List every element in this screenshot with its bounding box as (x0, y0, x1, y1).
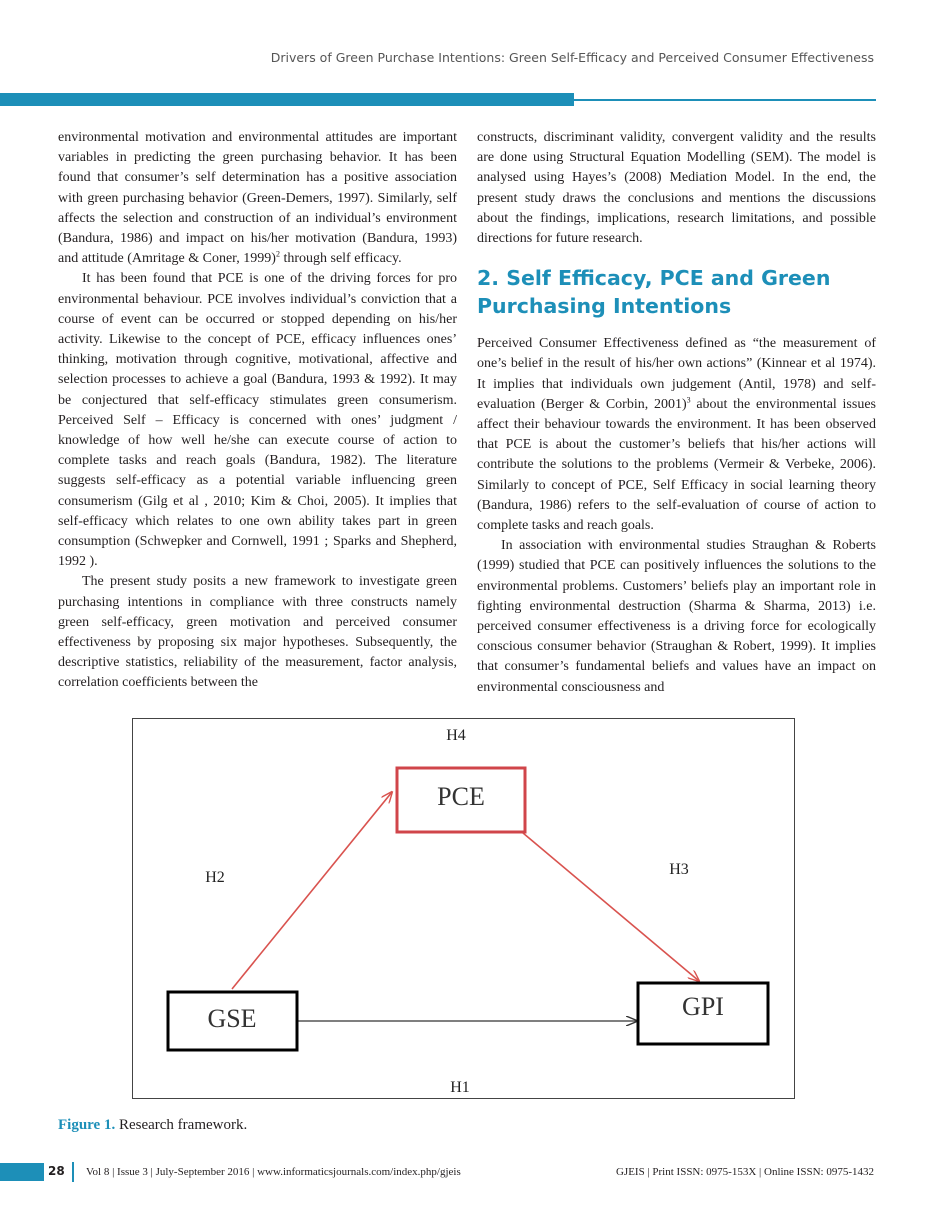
right-column (477, 128, 876, 698)
footer-issn: GJEIS | Print ISSN: 0975-153X | Online ISSN: 0975-1432 (615, 1166, 874, 1178)
hypothesis-h2-label: H2 (205, 869, 225, 886)
pce-label: PCE (437, 782, 485, 811)
research-framework-figure (132, 718, 795, 1099)
left-paragraph-1-text: environmental motivation and environmental attitudes are important variables in predicting the green purchasing behavior. It has been found that consumer’s self determination has a positive association with green purchasing behavior (Green-Demers, 1997). Similarly, self affects the selection and construction of an individual’s environment (Bandura, 1986) and impact on his/her motivation (Bandura, 1993) and attitude (Amritage & Coner, 1999) (58, 130, 457, 267)
section-heading: 2. Self Efficacy, PCE and Green Purchasing Intentions (477, 266, 831, 319)
hypothesis-h3-label: H3 (669, 861, 689, 878)
arrow-gse-to-pce (232, 792, 392, 989)
left-column (58, 128, 457, 694)
hypothesis-h1-label: H1 (450, 1079, 470, 1096)
footnote-ref-3: 3 (686, 395, 691, 405)
gpi-label: GPI (682, 992, 724, 1021)
footnote-ref-2: 2 (275, 249, 280, 259)
figure-caption-label: Figure 1. (58, 1117, 116, 1133)
right-paragraph-2 (477, 334, 876, 536)
left-paragraph-2: It has been found that PCE is one of the driving forces for pro environmental behaviour. PCE involves individual’s conviction that a course of event can be occurred or stopped depending on his/her activity. Likewise to the concept of PCE, efficacy influences ones’ thinking, motivation through cognitive, motivational, affective and selection processes to achieve a goal (Bandura, 1993 & 1992). It may be conjectured that self-efficacy stimulates green consumerism. Perceived Self – Efficacy is concerned with ones’ judgment / knowledge of how well he/she can execute course of action to complete tasks and reach goals (Bandura, 1982). The literature suggests self-efficacy as a potential variable influencing green consumerism (Gilg et al , 2010; Kim & Choi, 2005). It implies that self-efficacy which relates to one own ability takes part in green consumption (Schwepker and Cornwell, 1991 ; Sparks and Shepherd, 1992 ). (58, 271, 457, 570)
right-paragraph-2-tail: about the environmental issues affect their behaviour towards the environment. It has been observed that PCE is about the customer’s beliefs that his/her actions will contribute the solutions to the problems (Vermeir & Verbeke, 2006). Similarly to concept of PCE, Self Efficacy in social learning theory (Bandura, 1986) refers to the self-evaluation of course of action to complete tasks and reach goals. (477, 396, 876, 534)
footer-separator (72, 1162, 74, 1182)
header-rule-line (574, 99, 876, 101)
arrow-pce-to-gpi (523, 833, 699, 981)
left-paragraph-1 (58, 128, 457, 269)
right-paragraph-2-text: Perceived Consumer Effectiveness defined as “the measurement of one’s belief in the result of his/her own actions” (Kinnear et al 1974). It implies that individuals own judgement (Antil, 1978) and self-evaluation (Berger & Corbin, 2001) (477, 336, 876, 412)
footer-journal-info: Vol 8 | Issue 3 | July-September 2016 | www.informaticsjournals.com/index.php/gjeis (86, 1166, 461, 1178)
header-rule-bar (0, 93, 574, 106)
right-paragraph-3: In association with environmental studies Straughan & Roberts (1999) studied that PCE can positively influences the solutions to the environmental problems. Customers’ beliefs play an important role in fighting environmental destruction (Sharma & Sharma, 2013) i.e. perceived consumer effectiveness is a driving force for ecologically conscious consumer behavior (Straughan & Robert, 1999). It implies that consumer’s fundamental beliefs and values have an impact on environmental consciousness and (477, 538, 876, 695)
figure-caption-text: Research framework. (115, 1117, 248, 1133)
research-framework-diagram (133, 719, 794, 1098)
right-paragraph-1: constructs, discriminant validity, convergent validity and the results are done using Structural Equation Modelling (SEM). The model is analysed using Hayes’s (2008) Mediation Model. In the end, the present study draws the conclusions and mentions the discussions about the findings, implications, research limitations, and possible directions for future research. (477, 130, 876, 247)
gse-label: GSE (207, 1004, 257, 1033)
figure-caption (58, 1117, 247, 1134)
hypothesis-h4-label: H4 (446, 727, 466, 744)
running-header: Drivers of Green Purchase Intentions: Green Self-Efficacy and Perceived Consumer Effectiveness (270, 50, 874, 65)
left-paragraph-1-tail: through self efficacy. (279, 251, 402, 267)
page-number: 28 (48, 1164, 65, 1178)
left-paragraph-3: The present study posits a new framework to investigate green purchasing intentions in compliance with three constructs namely green self-efficacy, green motivation and perceived consumer effectiveness by proposing six major hypotheses. Subsequently, the descriptive statistics, reliability of the measurement, factor analysis, correlation coefficients between the (58, 574, 457, 691)
footer-page-box (0, 1163, 44, 1181)
